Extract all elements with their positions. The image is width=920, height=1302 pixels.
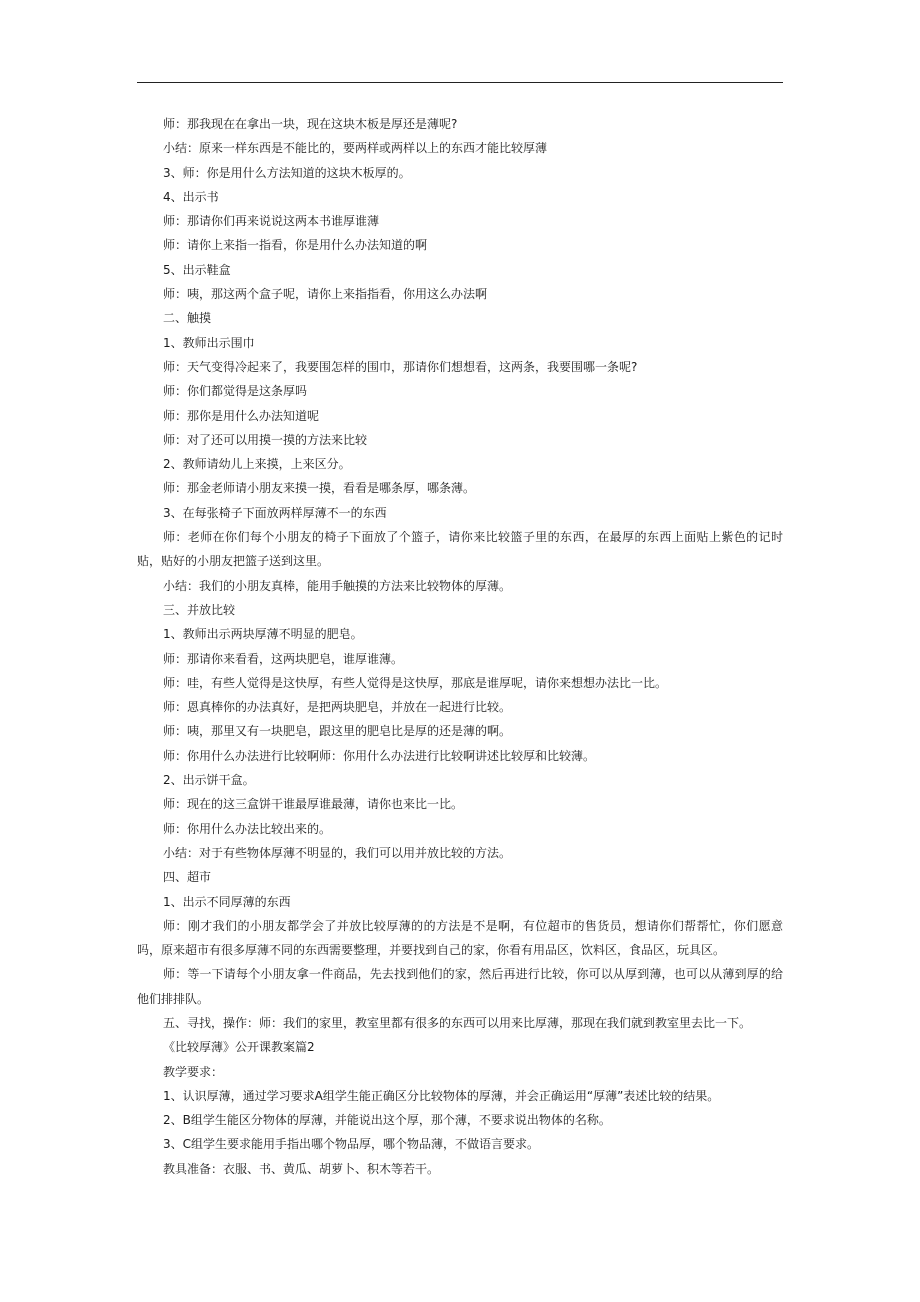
paragraph: 师：老师在你们每个小朋友的椅子下面放了个篮子，请你来比较篮子里的东西，在最厚的东西上面贴上紫色的记时贴，贴好的小朋友把篮子送到这里。 bbox=[137, 530, 783, 569]
paragraph: 师：对了还可以用摸一摸的方法来比较 bbox=[163, 432, 368, 447]
paragraph: 师：请你上来指一指看，你是用什么办法知道的啊 bbox=[163, 238, 428, 253]
paragraph: 师：等一下请每个小朋友拿一件商品，先去找到他们的家，然后再进行比较，你可以从厚到薄，也可以从薄到厚的给他们排排队。 bbox=[137, 967, 783, 1006]
paragraph: 师：恩真棒你的办法真好，是把两块肥皂，并放在一起进行比较。 bbox=[163, 700, 512, 715]
paragraph: 师：那你是用什么办法知道呢 bbox=[163, 408, 320, 423]
paragraph: 2、出示饼干盒。 bbox=[163, 773, 255, 788]
paragraph: 小结：我们的小朋友真棒，能用手触摸的方法来比较物体的厚薄。 bbox=[163, 578, 512, 593]
paragraph: 师：你用什么办法进行比较啊师：你用什么办法进行比较啊讲述比较厚和比较薄。 bbox=[163, 748, 596, 763]
paragraph: 师：那金老师请小朋友来摸一摸，看看是哪条厚，哪条薄。 bbox=[163, 481, 476, 496]
paragraph: 小结：原来一样东西是不能比的，要两样或两样以上的东西才能比较厚薄 bbox=[163, 141, 548, 156]
paragraph: 2、教师请幼儿上来摸，上来区分。 bbox=[163, 457, 351, 472]
paragraph: 师：那请你来看看，这两块肥皂，谁厚谁薄。 bbox=[163, 651, 404, 666]
header-rule bbox=[137, 82, 783, 83]
section-heading: 四、超市 bbox=[163, 870, 212, 885]
section-heading: 五、寻找，操作：师：我们的家里，教室里都有很多的东西可以用来比厚薄，那现在我们就到教室里去比一下。 bbox=[163, 1015, 752, 1030]
paragraph: 1、教师出示围巾 bbox=[163, 335, 255, 350]
paragraph: 师：那我现在在拿出一块，现在这块木板是厚还是薄呢? bbox=[163, 117, 458, 131]
paragraph: 教具准备：衣服、书、黄瓜、胡萝卜、积木等若干。 bbox=[163, 1161, 440, 1176]
paragraph: 师：刚才我们的小朋友都学会了并放比较厚薄的的方法是不是啊，有位超市的售货员，想请你们帮帮忙，你们愿意吗，原来超市有很多厚薄不同的东西需要整理，并要找到自己的家，你看有用品区，饮料区，食品区，玩具区。 bbox=[137, 918, 783, 958]
paragraph: 师：现在的这三盒饼干谁最厚谁最薄，请你也来比一比。 bbox=[163, 797, 464, 812]
document-subtitle: 《比较厚薄》公开课教案篇2 bbox=[163, 1040, 315, 1055]
paragraph: 师：你们都觉得是这条厚吗 bbox=[163, 384, 308, 399]
paragraph: 5、出示鞋盒 bbox=[163, 262, 231, 277]
paragraph: 小结：对于有些物体厚薄不明显的，我们可以用并放比较的方法。 bbox=[163, 845, 512, 860]
paragraph: 4、出示书 bbox=[163, 189, 219, 204]
paragraph: 师：你用什么办法比较出来的。 bbox=[163, 821, 332, 836]
paragraph: 1、教师出示两块厚薄不明显的肥皂。 bbox=[163, 627, 363, 642]
paragraph: 师：咦，那这两个盒子呢，请你上来指指看，你用这么办法啊 bbox=[163, 287, 488, 302]
section-heading: 二、触摸 bbox=[163, 311, 212, 326]
paragraph: 2、B组学生能区分物体的厚薄，并能说出这个厚，那个薄，不要求说出物体的名称。 bbox=[163, 1113, 611, 1128]
paragraph: 师：那请你们再来说说这两本书谁厚谁薄 bbox=[163, 214, 380, 229]
paragraph: 1、出示不同厚薄的东西 bbox=[163, 894, 291, 909]
paragraph: 3、在每张椅子下面放两样厚薄不一的东西 bbox=[163, 505, 387, 520]
paragraph: 师：咦，那里又有一块肥皂，跟这里的肥皂比是厚的还是薄的啊。 bbox=[163, 724, 512, 739]
paragraph: 教学要求： bbox=[163, 1064, 224, 1079]
document-body bbox=[137, 112, 783, 1181]
paragraph: 3、师：你是用什么方法知道的这块木板厚的。 bbox=[163, 165, 411, 180]
paragraph: 3、C组学生要求能用手指出哪个物品厚，哪个物品薄，不做语言要求。 bbox=[163, 1137, 540, 1152]
paragraph: 师：天气变得冷起来了，我要围怎样的围巾，那请你们想想看，这两条，我要围哪一条呢? bbox=[163, 359, 638, 374]
section-heading: 三、并放比较 bbox=[163, 602, 236, 617]
paragraph: 师：哇，有些人觉得是这快厚，有些人觉得是这快厚，那底是谁厚呢，请你来想想办法比一比。 bbox=[163, 675, 668, 690]
paragraph: 1、认识厚薄，通过学习要求A组学生能正确区分比较物体的厚薄，并会正确运用“厚薄”表述比较的结果。 bbox=[163, 1088, 720, 1103]
